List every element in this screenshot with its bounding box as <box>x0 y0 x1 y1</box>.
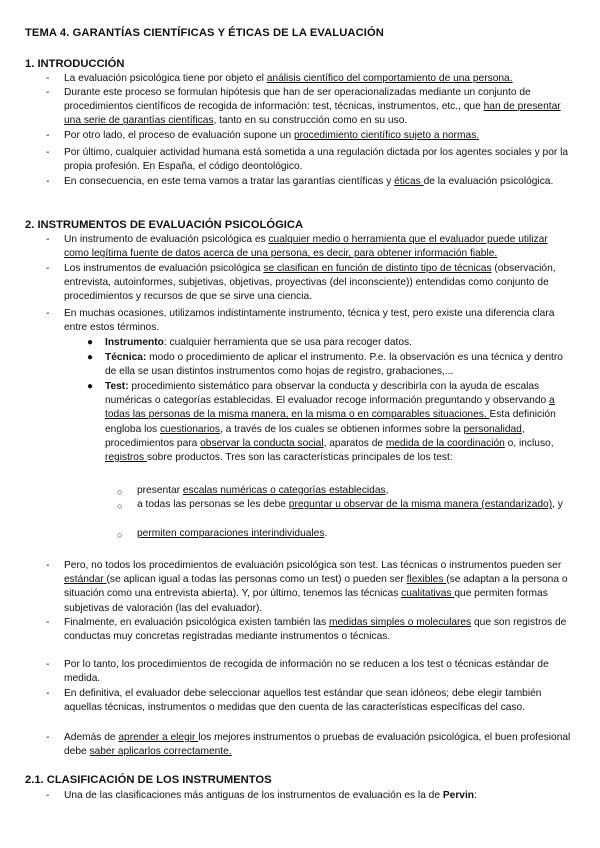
s1-paragraph-1: La evaluación psicológica tiene por objeto el análisis científico del comportamiento de una persona. <box>64 73 513 84</box>
list-dash: - <box>46 130 50 141</box>
section-2-1-heading: 2.1. CLASIFICACIÓN DE LOS INSTRUMENTOS <box>25 774 272 786</box>
list-dash: - <box>46 688 50 699</box>
list-dash: - <box>46 790 50 801</box>
bullet-tecnica: Técnica: modo o procedimiento de aplicar el instrumento. P.e. la observación es una técnica y dentro de ella se usan distintos instrumentos como hojas de registro, grabaciones,... <box>105 352 563 378</box>
list-dash: - <box>46 263 50 274</box>
bullet-instrumento: Instrumento: cualquier herramienta que se usa para recoger datos. <box>105 337 412 348</box>
circle-bullet-icon: ○ <box>117 501 123 511</box>
s2-paragraph-6: Por lo tanto, los procedimientos de recogida de información no se reducen a los test o técnicas estándar de medida. <box>64 659 549 685</box>
document-title: TEMA 4. GARANTÍAS CIENTÍFICAS Y ÉTICAS DE LA EVALUACIÓN <box>25 27 384 39</box>
list-dash: - <box>46 147 50 158</box>
list-dash: - <box>46 73 50 84</box>
s1-paragraph-4: Por último, cualquier actividad humana está sometida a una regulación dictada por los agentes sociales y por la propia profesión. En España, el código deontológico. <box>64 147 569 173</box>
s2-paragraph-2: Los instrumentos de evaluación psicológica se clasifican en función de distinto tipo de técnicas (observación, entrevista, autoinformes, subjetivas, objetivas, proyectivas (del inconsciente)) entendidas como conjunto de procedimientos y recursos de que se sirve una ciencia. <box>64 263 556 303</box>
s2-paragraph-5: Finalmente, en evaluación psicológica existen también las medidas simples o moleculares que son registros de conductas muy concretas registradas mediante instrumentos o técnicas. <box>64 617 567 643</box>
test-characteristic-2: a todas las personas se les debe preguntar u observar de la misma manera (estandarizado), y <box>137 499 563 510</box>
s2-paragraph-8: Además de aprender a elegir los mejores instrumentos o pruebas de evaluación psicológica, el buen profesional debe saber aplicarlos correctamente. <box>64 732 571 758</box>
circle-bullet-icon: ○ <box>117 530 123 540</box>
test-characteristic-3: permiten comparaciones interindividuales. <box>137 528 328 539</box>
list-dash: - <box>46 234 50 245</box>
s2-paragraph-7: En definitiva, el evaluador debe seleccionar aquellos test estándar que sean idóneos; debe elegir también aquellas técnicas, instrumentos o medidas que den cuenta de las características específicas del caso. <box>64 688 542 714</box>
section-2-heading: 2. INSTRUMENTOS DE EVALUACIÓN PSICOLÓGICA <box>25 219 304 231</box>
s1-paragraph-3: Por otro lado, el proceso de evaluación supone un procedimiento científico sujeto a normas. <box>64 130 480 141</box>
list-dash: - <box>46 560 50 571</box>
list-dash: - <box>46 659 50 670</box>
section-1-heading: 1. INTRODUCCIÓN <box>25 58 125 70</box>
list-dash: - <box>46 308 50 319</box>
bullet-icon: ● <box>87 352 94 363</box>
list-dash: - <box>46 176 50 187</box>
s1-paragraph-2: Durante este proceso se formulan hipótesis que han de ser operacionalizadas mediante un conjunto de procedimientos científicos de recogida de información: test, técnicas, instrumentos, etc., que han de presentar una serie de garantías científicas, tanto en su construcción como en su uso. <box>64 87 561 127</box>
list-dash: - <box>46 617 50 628</box>
s21-paragraph-1: Una de las clasificaciones más antiguas de los instrumentos de evaluación es la de Pervin: <box>64 790 477 801</box>
bullet-icon: ● <box>87 337 94 348</box>
test-characteristic-1: presentar escalas numéricas o categorías establecidas, <box>137 485 389 496</box>
bullet-icon: ● <box>87 381 94 392</box>
s2-paragraph-3: En muchas ocasiones, utilizamos indistintamente instrumento, técnica y test, pero existe una diferencia clara entre estos términos. <box>64 308 555 334</box>
list-dash: - <box>46 87 50 98</box>
list-dash: - <box>46 732 50 743</box>
s2-paragraph-4: Pero, no todos los procedimientos de evaluación psicológica son test. Las técnicas o instrumentos pueden ser estándar (se aplican igual a todas las personas como un test) o pueden ser flexibles (se adaptan a la persona o situación como una entrevista abierta). Y, por último, tenemos las técnicas cualitativas que permiten formas subjetivas de valoración (las del evaluador). <box>64 560 568 614</box>
s1-paragraph-5: En consecuencia, en este tema vamos a tratar las garantías científicas y éticas de la evaluación psicológica. <box>64 176 554 187</box>
s2-paragraph-1: Un instrumento de evaluación psicológica es cualquier medio o herramienta que el evaluador puede utilizar como legítima fuente de datos acerca de una persona, es decir, para obtener información fiable. <box>64 234 548 260</box>
circle-bullet-icon: ○ <box>117 487 123 497</box>
bullet-test: Test: procedimiento sistemático para observar la conducta y describirla con la ayuda de escalas numéricas o categorías establecidas. El evaluador recoge información preguntando y observando a todas las personas de la misma manera, en la misma o en comparables situaciones. Esta definición engloba los cuestionarios, a través de los cuales se obtienen informes sobre la personalidad, procedimientos para observar la conducta social, aparatos de medida de la coordinación o, incluso, registros sobre productos. Tres son las características principales de los test: <box>105 381 556 464</box>
